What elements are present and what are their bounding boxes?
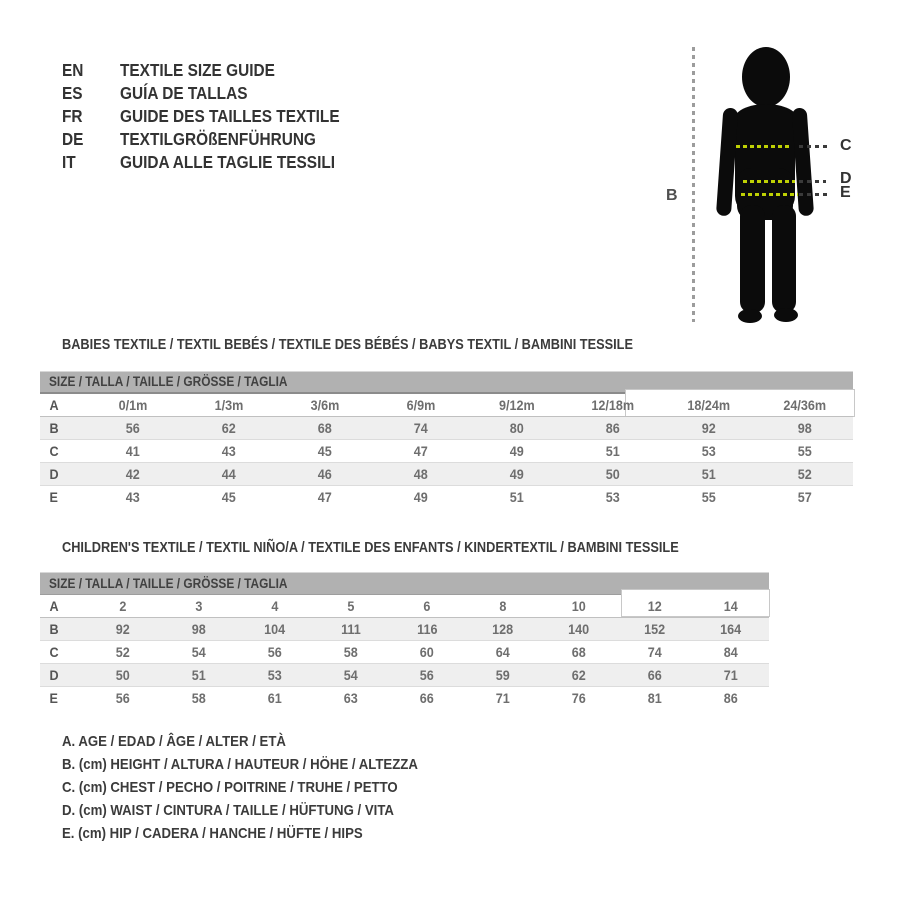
size-value: 2 [119, 598, 127, 614]
size-row-D [40, 664, 769, 687]
language-code: EN [62, 60, 84, 80]
size-value: 10 [571, 598, 587, 614]
size-value: 48 [413, 466, 429, 482]
row-label: C [49, 644, 59, 660]
size-value: 80 [509, 420, 525, 436]
size-value: 47 [317, 489, 333, 505]
size-value: 41 [125, 443, 141, 459]
size-value: 3 [195, 598, 203, 614]
size-value: 55 [797, 443, 813, 459]
size-value: 44 [221, 466, 237, 482]
legend-line: C. (cm) CHEST / PECHO / POITRINE / TRUHE / PETTO [62, 779, 398, 796]
row-label: D [49, 667, 59, 683]
size-value: 140 [568, 621, 590, 637]
size-value: 58 [191, 690, 207, 706]
size-value: 18/24m [687, 397, 731, 413]
row-label: B [49, 621, 59, 637]
size-value: 60 [419, 644, 435, 660]
size-value: 71 [723, 667, 739, 683]
height-measure-label: B [666, 187, 678, 204]
legend-line: B. (cm) HEIGHT / ALTURA / HAUTEUR / HÖHE / ALTEZZA [62, 756, 418, 773]
language-code: FR [62, 106, 83, 126]
size-row-C [40, 641, 769, 664]
babies-table-header-text: SIZE / TALLA / TAILLE / GRÖSSE / TAGLIA [49, 374, 288, 389]
size-value: 53 [267, 667, 283, 683]
size-value: 92 [701, 420, 717, 436]
size-value: 58 [343, 644, 359, 660]
size-value: 50 [605, 466, 621, 482]
size-value: 92 [115, 621, 131, 637]
row-label: B [49, 420, 59, 436]
size-value: 54 [191, 644, 207, 660]
size-value: 47 [413, 443, 429, 459]
size-value: 6/9m [406, 397, 436, 413]
size-value: 4 [271, 598, 279, 614]
size-value: 51 [191, 667, 207, 683]
size-value: 104 [264, 621, 286, 637]
size-row-C [40, 440, 853, 463]
size-row-E [40, 687, 769, 709]
children-table-title [62, 540, 763, 556]
size-value: 6 [423, 598, 431, 614]
language-guide-title: GUIDA ALLE TAGLIE TESSILI [120, 152, 336, 172]
size-value: 3/6m [310, 397, 340, 413]
size-value: 9/12m [499, 397, 535, 413]
size-value: 128 [492, 621, 514, 637]
size-value: 24/36m [783, 397, 827, 413]
size-value: 49 [509, 466, 525, 482]
size-value: 49 [413, 489, 429, 505]
size-value: 51 [701, 466, 717, 482]
size-value: 43 [221, 443, 237, 459]
language-code: DE [62, 129, 84, 149]
language-guide-title: TEXTILGRÖßENFÜHRUNG [120, 129, 316, 149]
size-value: 54 [343, 667, 359, 683]
size-value: 53 [701, 443, 717, 459]
size-row-D [40, 463, 853, 486]
size-row-E [40, 486, 853, 508]
size-value: 12/18m [591, 397, 635, 413]
size-value: 86 [723, 690, 739, 706]
babies-size-table [40, 371, 853, 508]
row-label: A [49, 598, 59, 614]
size-row-B [40, 417, 853, 440]
row-label: A [49, 397, 59, 413]
size-value: 45 [221, 489, 237, 505]
size-value: 164 [720, 621, 742, 637]
size-value: 98 [191, 621, 207, 637]
size-value: 46 [317, 466, 333, 482]
chest-dash-dark [799, 145, 831, 148]
child-silhouette-icon [713, 40, 817, 330]
size-value: 55 [701, 489, 717, 505]
size-value: 52 [115, 644, 131, 660]
legend-line: E. (cm) HIP / CADERA / HANCHE / HÜFTE / HIPS [62, 825, 363, 842]
row-label: D [49, 466, 59, 482]
size-value: 111 [341, 621, 361, 637]
size-value: 49 [509, 443, 525, 459]
size-value: 63 [343, 690, 359, 706]
size-value: 116 [416, 621, 438, 637]
size-value: 5 [347, 598, 355, 614]
size-value: 52 [797, 466, 813, 482]
row-label: C [49, 443, 59, 459]
babies-table-title-text: BABIES TEXTILE / TEXTIL BEBÉS / TEXTILE DES BÉBÉS / BABYS TEXTIL / BAMBINI TESSILE [62, 337, 633, 353]
chest-dash-green [736, 145, 790, 148]
size-value: 14 [723, 598, 739, 614]
hip-dash-green [741, 193, 798, 196]
size-value: 74 [647, 644, 663, 660]
size-value: 56 [267, 644, 283, 660]
size-value: 0/1m [118, 397, 148, 413]
size-value: 42 [125, 466, 141, 482]
size-value: 51 [509, 489, 525, 505]
legend-line: A. AGE / EDAD / ÂGE / ALTER / ETÀ [62, 733, 286, 750]
size-value: 56 [419, 667, 435, 683]
size-value: 71 [495, 690, 511, 706]
legend-line: D. (cm) WAIST / CINTURA / TAILLE / HÜFTUNG / VITA [62, 802, 394, 819]
size-value: 66 [419, 690, 435, 706]
size-value: 74 [413, 420, 429, 436]
language-guide-title: TEXTILE SIZE GUIDE [120, 60, 275, 80]
size-value: 86 [605, 420, 621, 436]
waist-measure-label: D [840, 170, 852, 187]
size-value: 50 [115, 667, 131, 683]
size-value: 84 [723, 644, 739, 660]
row-label: E [49, 690, 58, 706]
size-value: 68 [571, 644, 587, 660]
hip-measure-label: E [840, 184, 851, 201]
size-value: 56 [115, 690, 131, 706]
height-measure-dashed-line [692, 47, 695, 322]
size-value: 8 [499, 598, 507, 614]
language-guide-title: GUIDE DES TAILLES TEXTILE [120, 106, 340, 126]
language-code: ES [62, 83, 83, 103]
size-value: 51 [605, 443, 621, 459]
size-value: 57 [797, 489, 813, 505]
size-value: 62 [221, 420, 237, 436]
measurement-figure [0, 0, 900, 340]
size-value: 68 [317, 420, 333, 436]
size-value: 98 [797, 420, 813, 436]
size-value: 81 [647, 690, 663, 706]
chest-measure-label: C [840, 137, 852, 154]
size-value: 62 [571, 667, 587, 683]
hip-dash-dark [799, 193, 829, 196]
language-code: IT [62, 152, 76, 172]
waist-dash-green [743, 180, 795, 183]
size-value: 152 [644, 621, 666, 637]
size-row-B [40, 618, 769, 641]
size-value: 56 [125, 420, 141, 436]
children-table-title-text: CHILDREN'S TEXTILE / TEXTIL NIÑO/A / TEXTILE DES ENFANTS / KINDERTEXTIL / BAMBINI TESSILE [62, 540, 679, 556]
children-table-header-text: SIZE / TALLA / TAILLE / GRÖSSE / TAGLIA [49, 576, 288, 591]
size-value: 64 [495, 644, 511, 660]
size-value: 53 [605, 489, 621, 505]
size-value: 45 [317, 443, 333, 459]
size-value: 12 [647, 598, 663, 614]
measure-legend [62, 730, 466, 845]
size-value: 1/3m [214, 397, 244, 413]
size-value: 43 [125, 489, 141, 505]
babies-table-title [62, 337, 711, 353]
size-value: 61 [267, 690, 283, 706]
size-value: 76 [571, 690, 587, 706]
size-row-A [40, 595, 769, 618]
size-value: 66 [647, 667, 663, 683]
size-row-A [40, 394, 853, 417]
language-guide-title: GUÍA DE TALLAS [120, 83, 248, 103]
size-value: 59 [495, 667, 511, 683]
children-size-table [40, 572, 769, 709]
row-label: E [49, 489, 58, 505]
waist-dash-dark [799, 180, 826, 183]
